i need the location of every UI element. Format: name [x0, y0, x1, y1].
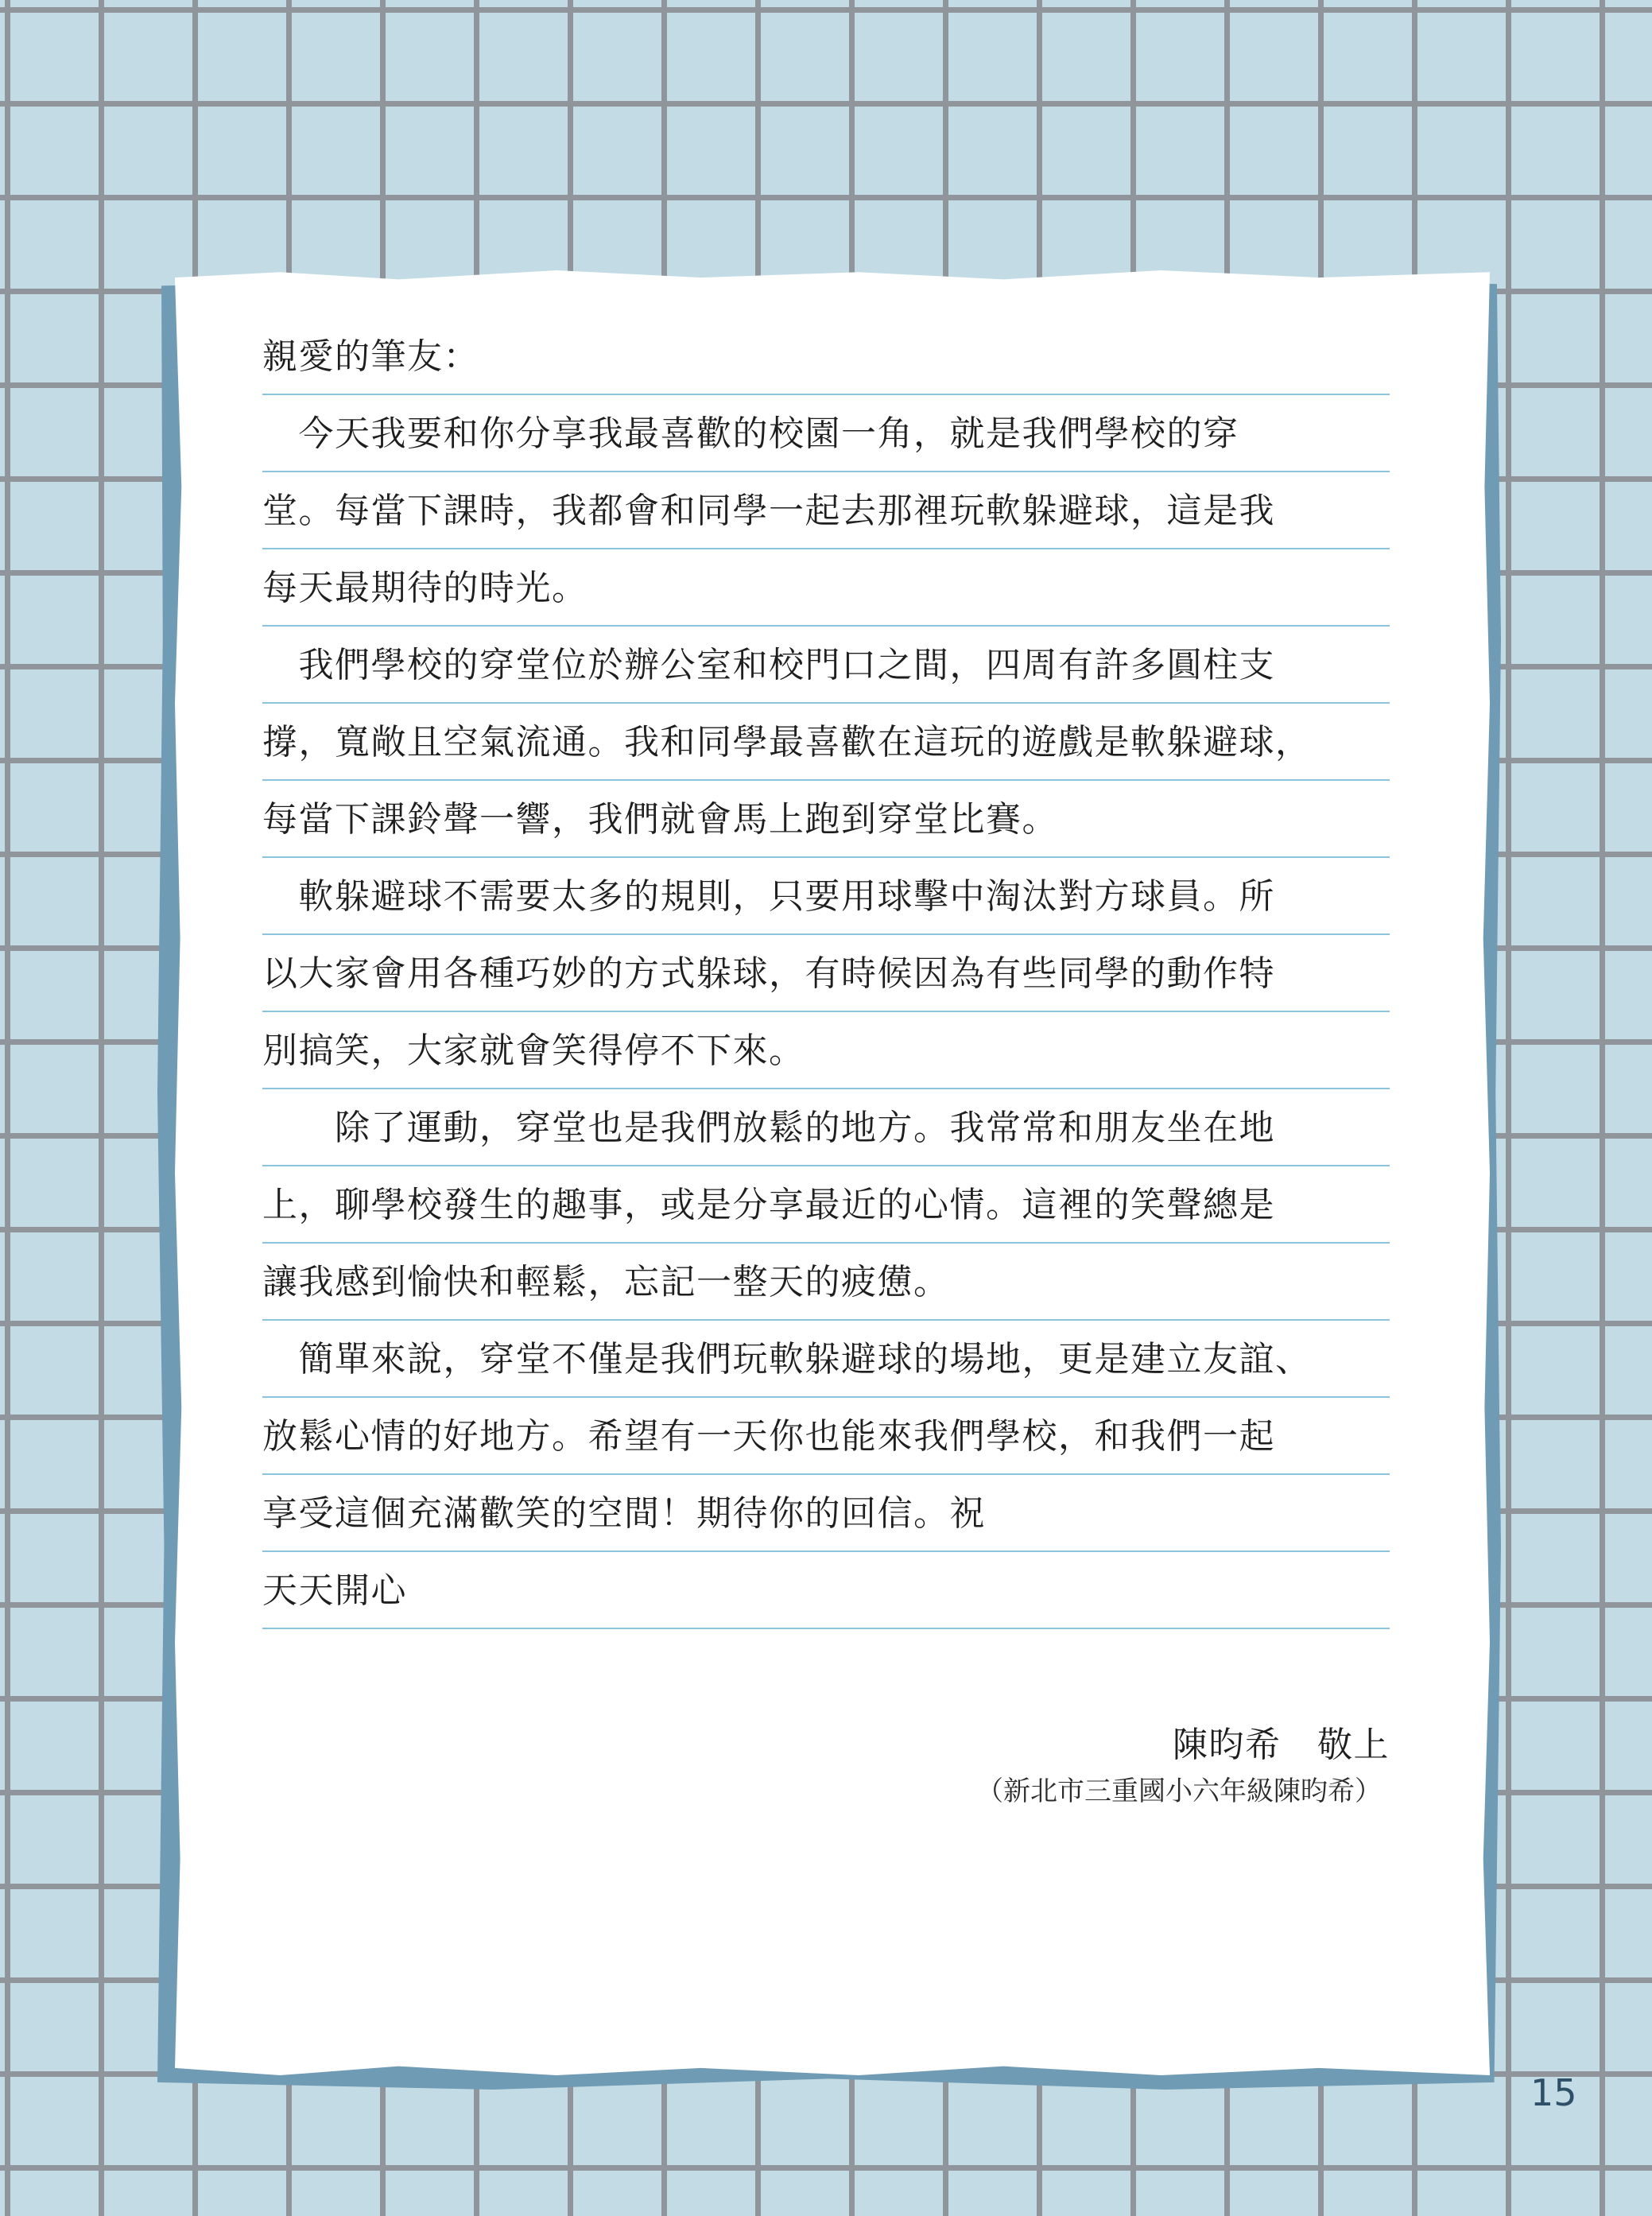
letter-line: 放鬆心情的好地方。希望有一天你也能來我們學校，和我們一起 [262, 1398, 1390, 1475]
letter-line: 享受這個充滿歡笑的空間！期待你的回信。祝 [262, 1475, 1390, 1552]
letter-body [262, 318, 1390, 1629]
letter-line: 別搞笑，大家就會笑得停不下來。 [262, 1012, 1390, 1089]
letter-line: 堂。每當下課時，我都會和同學一起去那裡玩軟躲避球，這是我 [262, 472, 1390, 549]
letter-line: 每天最期待的時光。 [262, 549, 1390, 627]
letter-line: 讓我感到愉快和輕鬆，忘記一整天的疲憊。 [262, 1244, 1390, 1321]
letter-line: 今天我要和你分享我最喜歡的校園一角，就是我們學校的穿 [262, 395, 1390, 472]
letter-line: 軟躲避球不需要太多的規則，只要用球擊中淘汰對方球員。所 [262, 858, 1390, 935]
letter-line: 上，聊學校發生的趣事，或是分享最近的心情。這裡的笑聲總是 [262, 1166, 1390, 1244]
letter-line: 除了運動，穿堂也是我們放鬆的地方。我常常和朋友坐在地 [262, 1089, 1390, 1166]
letter-line: 簡單來說，穿堂不僅是我們玩軟躲避球的場地，更是建立友誼、 [262, 1321, 1390, 1398]
letter-line: 每當下課鈴聲一響，我們就會馬上跑到穿堂比賽。 [262, 781, 1390, 858]
letter-line: 我們學校的穿堂位於辦公室和校門口之間，四周有許多圓柱支 [262, 627, 1390, 704]
letter-closing: 天天開心 [262, 1552, 1390, 1629]
letter-greeting: 親愛的筆友： [262, 318, 1390, 395]
letter-line: 撐，寬敞且空氣流通。我和同學最喜歡在這玩的遊戲是軟躲避球， [262, 704, 1390, 781]
page-number: 15 [1530, 2071, 1577, 2114]
author-school-note: （新北市三重國小六年級陳昀希） [976, 1776, 1382, 1807]
letter-signature: 陳昀希 敬上 [1173, 1725, 1390, 1765]
letter-line: 以大家會用各種巧妙的方式躲球，有時候因為有些同學的動作特 [262, 935, 1390, 1012]
